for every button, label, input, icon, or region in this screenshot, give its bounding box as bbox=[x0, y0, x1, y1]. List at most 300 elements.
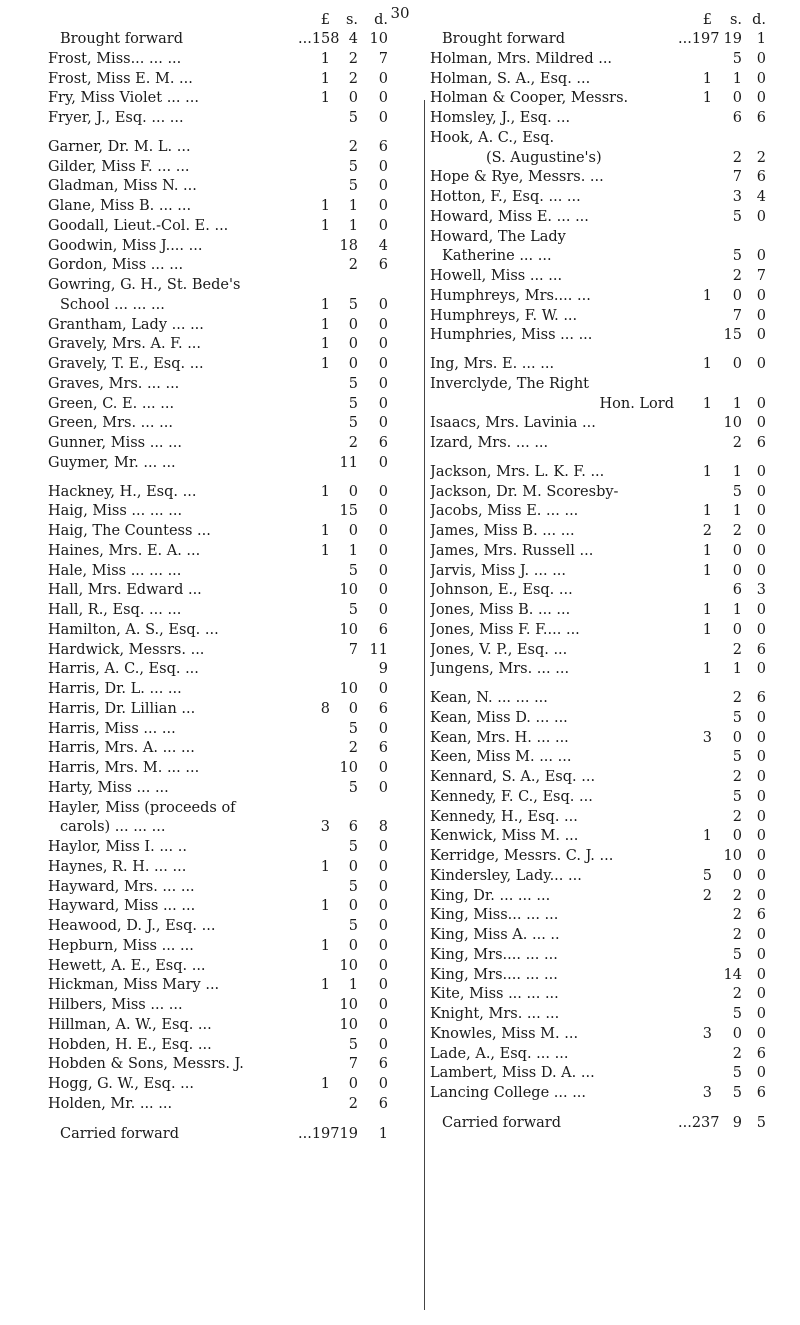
amount-pounds: ...237 bbox=[678, 1114, 720, 1131]
amount-shillings: 5 bbox=[732, 788, 742, 805]
subscriber-name-line: Hook, A. C., Esq. bbox=[430, 129, 555, 146]
brought-forward-row bbox=[430, 30, 790, 50]
amount-shillings: 10 bbox=[339, 957, 358, 974]
amount-shillings: 5 bbox=[732, 483, 742, 500]
subscriber-row bbox=[430, 375, 790, 415]
amount-shillings: 5 bbox=[732, 208, 742, 225]
amount-pence: 0 bbox=[378, 1076, 388, 1092]
subscriber-name-line: Guymer, Mr. ... ... bbox=[48, 454, 176, 471]
amount-shillings: 18 bbox=[339, 237, 358, 254]
subscriber-name-line: Izard, Mrs. ... ... bbox=[430, 435, 549, 451]
subscriber-row bbox=[48, 601, 420, 621]
subscriber-name-line: Gravely, Mrs. A. F. ... bbox=[48, 336, 202, 353]
subscriber-row bbox=[48, 1055, 420, 1075]
subscriber-name-line: Hale, Miss ... ... ... bbox=[48, 562, 182, 579]
amount-pence: 0 bbox=[378, 356, 388, 372]
subscriber-name-line: Knight, Mrs. ... ... bbox=[430, 1006, 560, 1022]
amount-pounds: 3 bbox=[702, 1085, 712, 1101]
amount-pence: 0 bbox=[378, 858, 388, 875]
amount-shillings: 1 bbox=[732, 602, 742, 618]
amount-shillings: 0 bbox=[348, 483, 358, 500]
subscriber-name bbox=[48, 316, 298, 336]
amount-pence: 0 bbox=[378, 760, 388, 776]
amount-pounds: ...197 bbox=[678, 31, 720, 47]
subscriber-name-line: Holman & Cooper, Messrs. bbox=[430, 90, 629, 107]
amount-pence: 6 bbox=[756, 1085, 766, 1101]
subscriber-row bbox=[48, 177, 420, 197]
subscriber-row bbox=[430, 660, 790, 680]
subscriber-row bbox=[430, 89, 790, 109]
subscriber-name-line: Hackney, H., Esq. ... bbox=[48, 483, 197, 500]
right-entries bbox=[430, 50, 790, 1104]
subscriber-name-line: Knowles, Miss M. ... bbox=[430, 1025, 579, 1042]
subscriber-name bbox=[48, 217, 298, 237]
subscriber-row bbox=[430, 906, 790, 926]
subscriber-name-line: Glane, Miss B. ... ... bbox=[48, 198, 192, 214]
amount-shillings: 0 bbox=[732, 542, 742, 559]
amount-shillings: 15 bbox=[339, 503, 358, 520]
amount-pence: 0 bbox=[378, 110, 388, 126]
amount-pounds: 1 bbox=[702, 828, 712, 845]
subscriber-row bbox=[48, 838, 420, 858]
subscriber-name-line: Jackson, Mrs. L. K. F. ... bbox=[430, 463, 605, 480]
subscriber-name-line: Hilbers, Miss ... ... bbox=[48, 997, 183, 1013]
subscriber-row bbox=[430, 966, 790, 986]
amount-shillings: 0 bbox=[348, 523, 358, 539]
amount-pounds: 8 bbox=[320, 700, 330, 717]
subscriber-name-line: Howard, Miss E. ... ... bbox=[430, 208, 589, 225]
subscriber-name bbox=[430, 375, 678, 415]
subscriber-name bbox=[430, 689, 678, 709]
amount-pence: 6 bbox=[378, 1056, 388, 1073]
subscriber-name-line: Frost, Miss... ... ... bbox=[48, 50, 182, 67]
subscriber-name-line: Gladman, Miss N. ... bbox=[48, 178, 197, 195]
subscriber-row bbox=[48, 355, 420, 375]
amount-pounds: 2 bbox=[702, 523, 712, 539]
subscriber-name bbox=[430, 208, 678, 228]
pence-header: d. bbox=[374, 12, 388, 28]
amount-shillings: 7 bbox=[348, 641, 358, 658]
subscriber-row bbox=[430, 1084, 790, 1104]
amount-shillings: 5 bbox=[732, 709, 742, 726]
subscriber-row bbox=[430, 414, 790, 434]
subscriber-name bbox=[48, 237, 298, 257]
amount-pounds: 1 bbox=[702, 70, 712, 87]
amount-pence: 7 bbox=[378, 50, 388, 67]
amount-shillings: 2 bbox=[732, 769, 742, 785]
amount-pence: 0 bbox=[378, 316, 388, 333]
amount-shillings: 1 bbox=[348, 542, 358, 559]
subscriber-row bbox=[48, 483, 420, 503]
amount-pence: 0 bbox=[378, 217, 388, 234]
pounds-header: £ bbox=[320, 12, 330, 28]
amount-pence: 6 bbox=[756, 1045, 766, 1062]
amount-shillings: 1 bbox=[732, 661, 742, 678]
subscriber-name bbox=[48, 759, 298, 779]
subscriber-name bbox=[430, 1005, 678, 1025]
subscriber-name bbox=[48, 1095, 298, 1115]
amount-pence: 0 bbox=[756, 483, 766, 500]
amount-pence: 0 bbox=[378, 542, 388, 559]
amount-shillings: 5 bbox=[348, 878, 358, 895]
subscriber-row bbox=[48, 237, 420, 257]
amount-shillings: 1 bbox=[348, 977, 358, 994]
amount-shillings: 0 bbox=[348, 898, 358, 915]
subscriber-name bbox=[48, 799, 298, 839]
amount-shillings: 7 bbox=[732, 169, 742, 186]
amount-shillings: 5 bbox=[348, 415, 358, 432]
subscriber-row bbox=[48, 878, 420, 898]
subscriber-name bbox=[430, 887, 678, 907]
amount-pence: 0 bbox=[378, 483, 388, 500]
subscriber-name-line: Hewett, A. E., Esq. ... bbox=[48, 957, 206, 974]
amount-pence: 0 bbox=[756, 729, 766, 746]
subscriber-name bbox=[48, 937, 298, 957]
subscriber-name-line: Lancing College ... ... bbox=[430, 1085, 587, 1101]
amount-pence: 10 bbox=[369, 31, 388, 47]
amount-pence: 4 bbox=[378, 237, 388, 254]
subscriber-row bbox=[430, 50, 790, 70]
left-column bbox=[48, 8, 420, 1303]
amount-pence: 0 bbox=[756, 248, 766, 265]
subscriber-row bbox=[48, 50, 420, 70]
subscriber-row bbox=[48, 680, 420, 700]
amount-pence: 0 bbox=[756, 327, 766, 344]
subscriber-name bbox=[430, 562, 678, 582]
amount-shillings: 2 bbox=[732, 887, 742, 904]
amount-shillings: 7 bbox=[732, 307, 742, 324]
amount-shillings: 0 bbox=[732, 287, 742, 304]
subscriber-name bbox=[430, 1025, 678, 1045]
subscriber-row bbox=[430, 542, 790, 562]
amount-shillings: 1 bbox=[732, 395, 742, 412]
subscriber-name-line: Hickman, Miss Mary ... bbox=[48, 977, 220, 994]
subscriber-name-continuation: (S. Augustine's) bbox=[486, 149, 602, 166]
amount-shillings: 15 bbox=[723, 327, 742, 344]
subscriber-row bbox=[48, 217, 420, 237]
subscriber-name-line: Kindersley, Lady... ... bbox=[430, 867, 582, 884]
subscriber-name-line: Gravely, T. E., Esq. ... bbox=[48, 356, 204, 372]
subscriber-row bbox=[48, 542, 420, 562]
subscriber-name bbox=[48, 276, 298, 316]
subscriber-name-line: Jones, Miss B. ... ... bbox=[430, 602, 571, 618]
subscriber-row bbox=[430, 748, 790, 768]
subscriber-name bbox=[430, 355, 678, 375]
subscriber-row bbox=[48, 759, 420, 779]
subscriber-name bbox=[48, 502, 298, 522]
subscriber-name bbox=[48, 700, 298, 720]
subscriber-row bbox=[430, 355, 790, 375]
currency-header bbox=[430, 8, 790, 30]
amount-pounds: 1 bbox=[702, 287, 712, 304]
amount-shillings: 1 bbox=[732, 463, 742, 480]
amount-shillings: 2 bbox=[732, 808, 742, 825]
subscriber-name bbox=[430, 867, 678, 887]
subscriber-row bbox=[48, 1016, 420, 1036]
amount-shillings: 0 bbox=[732, 1025, 742, 1042]
amount-pounds: 1 bbox=[320, 483, 330, 500]
amount-shillings: 2 bbox=[348, 257, 358, 274]
amount-pence: 0 bbox=[756, 788, 766, 805]
amount-pence: 0 bbox=[378, 415, 388, 432]
subscriber-name bbox=[430, 188, 678, 208]
amount-pence: 0 bbox=[756, 749, 766, 766]
amount-pence: 0 bbox=[756, 70, 766, 87]
subscriber-row bbox=[48, 395, 420, 415]
subscriber-name bbox=[48, 858, 298, 878]
amount-shillings: 0 bbox=[348, 858, 358, 875]
subscriber-name-line: Johnson, E., Esq. ... bbox=[430, 582, 573, 599]
amount-shillings: 3 bbox=[732, 189, 742, 205]
subscriber-row bbox=[48, 700, 420, 720]
amount-shillings: 10 bbox=[339, 1016, 358, 1033]
amount-pence: 0 bbox=[378, 681, 388, 697]
amount-shillings: 5 bbox=[348, 178, 358, 195]
amount-shillings: 0 bbox=[732, 621, 742, 638]
subscriber-name bbox=[48, 739, 298, 759]
subscriber-name bbox=[48, 355, 298, 375]
amount-pence: 0 bbox=[756, 356, 766, 372]
left-entries bbox=[48, 50, 420, 1115]
subscriber-name bbox=[430, 581, 678, 601]
subscriber-row bbox=[430, 788, 790, 808]
amount-pounds: 1 bbox=[320, 898, 330, 915]
amount-shillings: 10 bbox=[723, 415, 742, 432]
amount-shillings: 5 bbox=[348, 839, 358, 855]
subscriber-name-line: James, Miss B. ... ... bbox=[430, 523, 575, 539]
amount-shillings: 10 bbox=[339, 621, 358, 638]
subscriber-name bbox=[48, 434, 298, 454]
subscriber-name bbox=[48, 70, 298, 90]
amount-pounds: 1 bbox=[320, 50, 330, 67]
subscriber-row bbox=[48, 621, 420, 641]
subscriber-name bbox=[430, 326, 678, 346]
subscriber-name bbox=[48, 522, 298, 542]
subscriber-row bbox=[430, 267, 790, 287]
subscriber-name bbox=[48, 917, 298, 937]
amount-shillings: 1 bbox=[732, 70, 742, 87]
amount-pence: 0 bbox=[756, 887, 766, 904]
subscriber-name bbox=[48, 1036, 298, 1056]
subscriber-row bbox=[48, 562, 420, 582]
subscriber-row bbox=[430, 985, 790, 1005]
subscriber-name-line: Goodwin, Miss J.... ... bbox=[48, 237, 203, 254]
subscriber-name-line: Inverclyde, The Right bbox=[430, 375, 590, 392]
amount-shillings: 14 bbox=[723, 966, 742, 983]
subscriber-name-line: Holden, Mr. ... ... bbox=[48, 1095, 173, 1112]
amount-pence: 0 bbox=[378, 375, 388, 392]
subscriber-row bbox=[48, 414, 420, 434]
amount-shillings: 5 bbox=[732, 1085, 742, 1101]
brought-forward-label: Brought forward bbox=[60, 31, 184, 47]
amount-pence: 9 bbox=[378, 661, 388, 678]
subscriber-name-line: Harris, Dr. Lillian ... bbox=[48, 700, 196, 717]
amount-pence: 0 bbox=[378, 878, 388, 895]
subscriber-row bbox=[48, 779, 420, 799]
subscriber-name bbox=[430, 434, 678, 454]
subscriber-row bbox=[430, 70, 790, 90]
subscriber-row bbox=[430, 887, 790, 907]
amount-shillings: 7 bbox=[348, 1056, 358, 1073]
subscriber-name-line: Hardwick, Messrs. ... bbox=[48, 641, 205, 658]
subscriber-name bbox=[48, 562, 298, 582]
subscriber-name bbox=[48, 197, 298, 217]
subscriber-row bbox=[430, 808, 790, 828]
subscriber-name bbox=[48, 256, 298, 276]
subscriber-name bbox=[430, 1045, 678, 1065]
subscriber-name-line: Hobden & Sons, Messrs. J. bbox=[48, 1056, 244, 1073]
subscriber-row bbox=[430, 228, 790, 268]
pence-header: d. bbox=[752, 12, 766, 28]
subscriber-row bbox=[48, 720, 420, 740]
subscriber-row bbox=[48, 109, 420, 129]
subscriber-name bbox=[48, 1016, 298, 1036]
amount-pounds: 1 bbox=[702, 602, 712, 618]
subscriber-name bbox=[430, 1064, 678, 1084]
subscriber-name bbox=[430, 414, 678, 434]
amount-pounds: 1 bbox=[702, 562, 712, 579]
amount-pounds: 1 bbox=[702, 90, 712, 107]
amount-shillings: 10 bbox=[339, 681, 358, 697]
subscriber-name bbox=[430, 168, 678, 188]
amount-pence: 0 bbox=[378, 957, 388, 974]
amount-pence: 0 bbox=[756, 946, 766, 963]
subscriber-name bbox=[48, 720, 298, 740]
amount-shillings: 2 bbox=[732, 1045, 742, 1062]
amount-pence: 0 bbox=[756, 661, 766, 678]
subscriber-name bbox=[48, 542, 298, 562]
subscriber-name-line: Hillman, A. W., Esq. ... bbox=[48, 1016, 212, 1033]
subscriber-row bbox=[430, 729, 790, 749]
amount-shillings: 1 bbox=[732, 503, 742, 520]
amount-pounds: 3 bbox=[702, 1025, 712, 1042]
amount-pence: 0 bbox=[378, 503, 388, 520]
amount-pence: 0 bbox=[378, 898, 388, 915]
amount-shillings: 1 bbox=[348, 217, 358, 234]
subscriber-name-line: Holman, Mrs. Mildred ... bbox=[430, 50, 613, 67]
subscriber-name-line: Haylor, Miss I. ... .. bbox=[48, 839, 187, 855]
amount-shillings: 2 bbox=[348, 50, 358, 67]
amount-pence: 0 bbox=[378, 977, 388, 994]
amount-pounds: 1 bbox=[320, 858, 330, 875]
subscriber-row bbox=[48, 70, 420, 90]
amount-shillings: 0 bbox=[348, 1076, 358, 1092]
subscriber-name bbox=[430, 966, 678, 986]
group-spacer bbox=[48, 474, 420, 483]
amount-pence: 0 bbox=[378, 918, 388, 934]
subscriber-row bbox=[48, 660, 420, 680]
amount-shillings: 19 bbox=[339, 1125, 358, 1142]
subscriber-name bbox=[48, 680, 298, 700]
subscriber-name bbox=[430, 748, 678, 768]
amount-pounds: 1 bbox=[320, 217, 330, 234]
amount-pence: 0 bbox=[756, 602, 766, 618]
subscriber-name-line: Kennard, S. A., Esq. ... bbox=[430, 769, 596, 785]
subscriber-name bbox=[48, 395, 298, 415]
amount-pounds: 1 bbox=[702, 395, 712, 412]
subscriber-row bbox=[430, 307, 790, 327]
amount-pence: 0 bbox=[756, 208, 766, 225]
amount-pence: 0 bbox=[756, 966, 766, 983]
subscriber-row bbox=[430, 689, 790, 709]
amount-pence: 6 bbox=[378, 700, 388, 717]
amount-shillings: 5 bbox=[348, 296, 358, 313]
brought-forward-label: Brought forward bbox=[442, 31, 566, 47]
subscriber-row bbox=[48, 89, 420, 109]
subscriber-row bbox=[430, 601, 790, 621]
subscriber-name-line: Kenwick, Miss M. ... bbox=[430, 828, 579, 845]
amount-pounds: 1 bbox=[320, 90, 330, 107]
amount-pence: 6 bbox=[756, 690, 766, 706]
subscriber-name bbox=[48, 335, 298, 355]
amount-shillings: 2 bbox=[348, 435, 358, 451]
subscriber-row bbox=[430, 326, 790, 346]
amount-shillings: 4 bbox=[348, 31, 358, 47]
subscriber-name-continuation: Katherine ... ... bbox=[442, 248, 552, 265]
subscriber-name bbox=[430, 847, 678, 867]
subscriber-name bbox=[430, 1084, 678, 1104]
amount-shillings: 2 bbox=[348, 1095, 358, 1112]
subscriber-row bbox=[430, 867, 790, 887]
amount-shillings: 5 bbox=[732, 946, 742, 963]
amount-pence: 0 bbox=[378, 720, 388, 737]
subscriber-name bbox=[430, 768, 678, 788]
subscriber-name bbox=[430, 926, 678, 946]
subscriber-name-line: Haines, Mrs. E. A. ... bbox=[48, 542, 201, 559]
subscriber-name-line: Jungens, Mrs. ... ... bbox=[430, 661, 570, 678]
subscriber-row bbox=[48, 335, 420, 355]
subscriber-name bbox=[430, 463, 678, 483]
subscriber-row bbox=[48, 276, 420, 316]
subscriber-row bbox=[430, 768, 790, 788]
subscriber-name bbox=[48, 138, 298, 158]
amount-shillings: 0 bbox=[732, 828, 742, 845]
subscriber-row bbox=[48, 996, 420, 1016]
amount-pence: 0 bbox=[756, 1065, 766, 1082]
subscriber-name bbox=[430, 129, 678, 169]
amount-shillings: 5 bbox=[348, 158, 358, 175]
subscriber-name-line: Homsley, J., Esq. ... bbox=[430, 110, 571, 126]
subscriber-name bbox=[430, 641, 678, 661]
amount-shillings: 19 bbox=[723, 31, 742, 47]
amount-pence: 0 bbox=[378, 582, 388, 599]
subscriber-name bbox=[48, 621, 298, 641]
amount-pence: 0 bbox=[756, 287, 766, 304]
amount-shillings: 10 bbox=[339, 582, 358, 599]
amount-pounds: 1 bbox=[320, 356, 330, 372]
amount-pence: 0 bbox=[378, 1036, 388, 1053]
amount-shillings: 2 bbox=[732, 690, 742, 706]
subscriber-name bbox=[48, 375, 298, 395]
amount-pence: 1 bbox=[378, 1125, 388, 1142]
group-spacer bbox=[48, 129, 420, 138]
subscriber-name-line: Hepburn, Miss ... ... bbox=[48, 937, 194, 954]
group-spacer bbox=[430, 346, 790, 355]
amount-pence: 6 bbox=[756, 169, 766, 186]
amount-shillings: 5 bbox=[732, 50, 742, 67]
amount-pounds: 2 bbox=[702, 887, 712, 904]
subscriber-name-line: Kean, N. ... ... ... bbox=[430, 690, 548, 706]
subscriber-name-line: King, Mrs.... ... ... bbox=[430, 946, 558, 963]
subscriber-name bbox=[48, 976, 298, 996]
amount-shillings: 5 bbox=[732, 1065, 742, 1082]
amount-pence: 0 bbox=[756, 50, 766, 67]
amount-pence: 0 bbox=[756, 463, 766, 480]
subscriber-name-line: King, Mrs.... ... ... bbox=[430, 966, 558, 983]
subscriber-name-line: Kennedy, H., Esq. ... bbox=[430, 808, 578, 825]
amount-pence: 0 bbox=[378, 997, 388, 1013]
group-spacer bbox=[430, 680, 790, 689]
